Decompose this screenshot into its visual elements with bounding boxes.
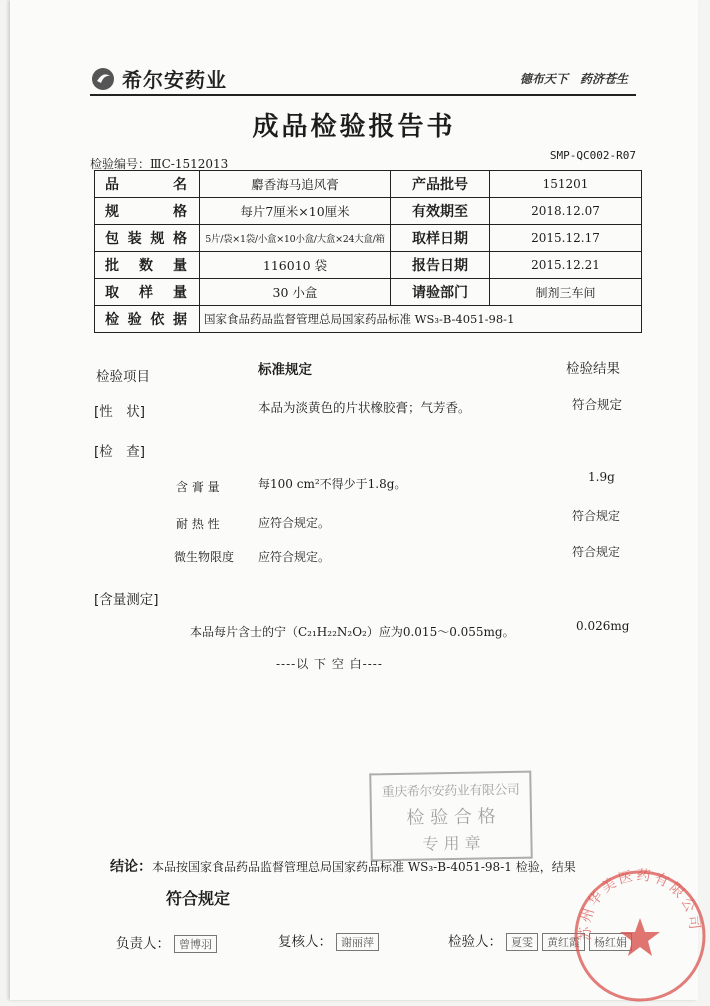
table-row xyxy=(95,225,642,252)
paste-label: 含 膏 量 xyxy=(176,480,220,494)
inspector-name-1: 夏雯 xyxy=(506,933,538,951)
spec-label: 规 格 xyxy=(95,198,200,225)
report-date-value: 2015.12.21 xyxy=(490,252,642,279)
paste-standard: 每100 cm²不得少于1.8g。 xyxy=(258,477,407,491)
stamp-company: 重庆希尔安药业有限公司 xyxy=(381,782,520,801)
company-logo-icon xyxy=(90,66,116,92)
seal-text: 苏州华美医药有限公司 xyxy=(577,867,703,941)
spec-value: 每片7厘米×10厘米 xyxy=(200,198,391,225)
responsible-name: 曾博羽 xyxy=(174,935,217,953)
col-item-header: 检验项目 xyxy=(96,369,150,385)
micro-standard: 应符合规定。 xyxy=(258,550,331,564)
packaging-label: 包装规格 xyxy=(95,225,200,252)
inspector-name-3: 杨红娟 xyxy=(589,933,632,951)
report-number-value: ⅢC-1512013 xyxy=(150,157,229,171)
sampling-date-label: 取样日期 xyxy=(391,225,490,252)
reviewer-signature xyxy=(278,930,379,951)
batch-number-value: 151201 xyxy=(490,171,642,198)
quantity-label: 批数量 xyxy=(95,252,200,279)
star-icon xyxy=(620,918,660,956)
stamp-pass: 检 验 合 格 xyxy=(406,806,496,829)
responsible-label: 负责人： xyxy=(116,936,170,952)
qc-pass-stamp xyxy=(369,771,533,862)
assay-label: [含量测定] xyxy=(94,592,159,608)
packaging-value: 5片/袋×1袋/小盒×10小盒/大盒×24大盒/箱 xyxy=(200,225,391,252)
table-row xyxy=(95,279,642,306)
expiry-label: 有效期至 xyxy=(391,198,490,225)
basis-value: 国家食品药品监督管理总局国家药品标准 WS₃-B-4051-98-1 xyxy=(200,306,642,333)
department-label: 请验部门 xyxy=(391,279,490,306)
company-red-seal xyxy=(570,866,710,1006)
inspector-name-2: 黄红霞 xyxy=(542,933,585,951)
sample-qty-value: 30 小盒 xyxy=(200,279,391,306)
micro-result: 符合规定 xyxy=(572,545,621,559)
appearance-label: [性 状] xyxy=(94,404,146,420)
department-value: 制剂三车间 xyxy=(490,279,642,306)
report-title: 成品检验报告书 xyxy=(252,112,456,142)
header-divider xyxy=(90,94,636,96)
basis-label: 检验依据 xyxy=(95,306,200,333)
assay-result: 0.026mg xyxy=(576,619,630,633)
micro-label: 微生物限度 xyxy=(174,550,235,564)
responsible-signature xyxy=(116,932,217,953)
paste-result: 1.9g xyxy=(588,470,615,484)
appearance-result: 符合规定 xyxy=(572,397,623,412)
conclusion-label: 结论： xyxy=(110,859,152,875)
company-name: 希尔安药业 xyxy=(122,68,227,92)
assay-standard: 本品每片含士的宁（C₂₁H₂₂N₂O₂）应为0.015～0.055mg。 xyxy=(190,625,515,639)
sample-qty-label: 取样量 xyxy=(95,279,200,306)
reviewer-label: 复核人： xyxy=(278,934,332,950)
slogan: 德布天下 药济苍生 xyxy=(519,72,628,86)
product-info-table xyxy=(94,170,642,333)
stamp-seal: 专 用 章 xyxy=(422,833,481,854)
col-result-header: 检验结果 xyxy=(566,361,620,377)
heat-standard: 应符合规定。 xyxy=(258,516,331,530)
heat-label: 耐 热 性 xyxy=(176,517,220,531)
table-row xyxy=(95,306,642,333)
conclusion-text: 本品按国家食品药品监督管理总局国家药品标准 WS₃-B-4051-98-1 检验，结果 xyxy=(152,860,576,874)
table-row xyxy=(95,171,642,198)
company-logo xyxy=(90,64,227,93)
form-code: SMP-QC002-R07 xyxy=(549,149,636,162)
conclusion-verdict: 符合规定 xyxy=(166,889,231,908)
heat-result: 符合规定 xyxy=(572,509,621,523)
batch-number-label: 产品批号 xyxy=(391,171,490,198)
inspection-label: [检 查] xyxy=(94,444,146,460)
appearance-standard: 本品为淡黄色的片状橡胶膏；气芳香。 xyxy=(258,400,471,415)
reviewer-name: 谢丽萍 xyxy=(336,933,379,951)
inspector-label: 检验人： xyxy=(448,934,502,950)
quantity-value: 116010 袋 xyxy=(200,252,391,279)
col-standard-header: 标准规定 xyxy=(258,362,312,378)
report-number-label: 检验编号： xyxy=(90,157,151,171)
product-name-label: 品 名 xyxy=(95,171,200,198)
table-row xyxy=(95,252,642,279)
table-row xyxy=(95,198,642,225)
report-date-label: 报告日期 xyxy=(391,252,490,279)
sampling-date-value: 2015.12.17 xyxy=(490,225,642,252)
product-name-value: 麝香海马追风膏 xyxy=(200,171,391,198)
blank-note: ----以 下 空 白---- xyxy=(276,657,383,671)
expiry-value: 2018.12.07 xyxy=(490,198,642,225)
conclusion xyxy=(110,856,576,876)
report-page xyxy=(10,0,703,1000)
